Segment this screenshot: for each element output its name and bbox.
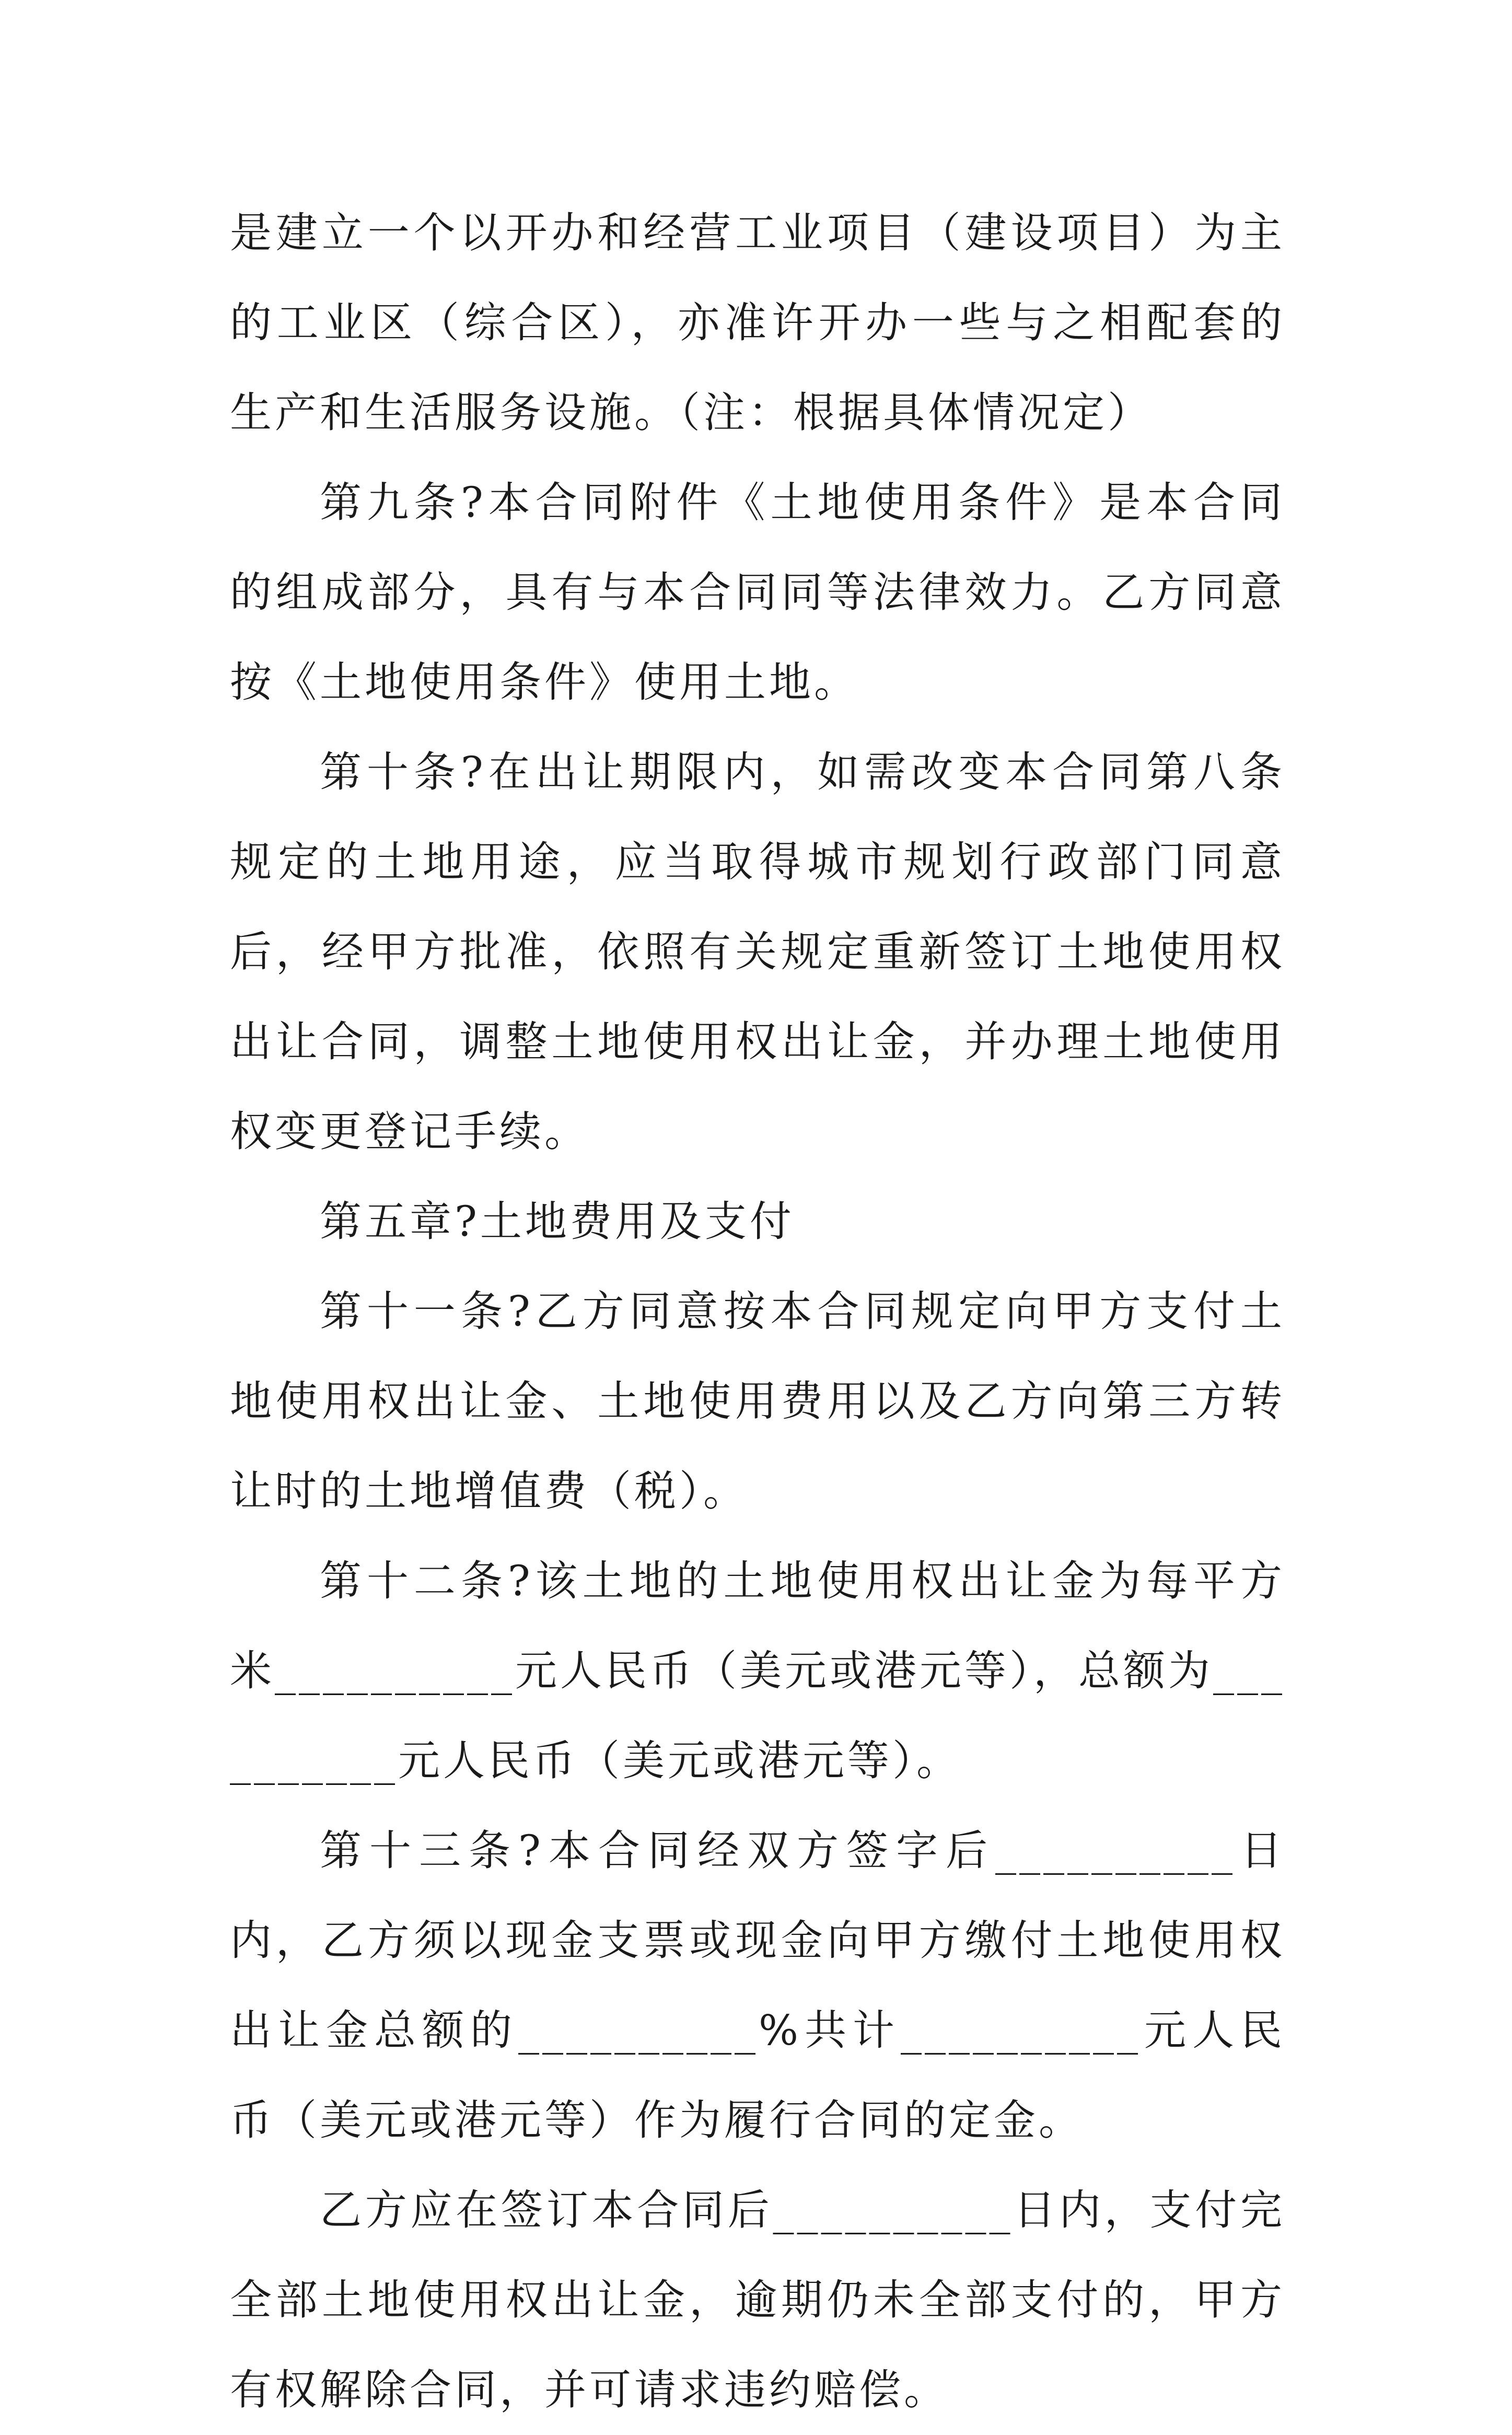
paragraph-article-11: 第十一条?乙方同意按本合同规定向甲方支付土地使用权出让金、土地使用费用以及乙方向第三方转让时的土地增值费（税）。 — [230, 1287, 1285, 1515]
paragraph-payment-deadline: 乙方应在签订本合同后__________日内，支付完全部土地使用权出让金，逾期仍未全部支付的，甲方有权解除合同，并可请求违约赔偿。 — [230, 2186, 1285, 2414]
paragraph-article-12: 第十二条?该土地的土地使用权出让金为每平方米__________元人民币（美元或港元等），总额为__________元人民币（美元或港元等）。 — [230, 1557, 1285, 1785]
paragraph-article-9: 第九条?本合同附件《土地使用条件》是本合同的组成部分，具有与本合同同等法律效力。乙方同意按《土地使用条件》使用土地。 — [230, 478, 1285, 706]
chapter-5-heading: 第五章?土地费用及支付 — [320, 1197, 795, 1246]
paragraph-article-10: 第十条?在出让期限内，如需改变本合同第八条规定的土地用途，应当取得城市规划行政部门同意后，经甲方批准，依照有关规定重新签订土地使用权出让合同，调整土地使用权出让金，并办理土地使用权变更登记手续。 — [230, 748, 1285, 1156]
paragraph-article-13: 第十三条?本合同经双方签字后__________日内，乙方须以现金支票或现金向甲方缴付土地使用权出让金总额的__________%共计__________元人民币（美元或港元等）作为履行合同的定金。 — [230, 1826, 1285, 2144]
document-body — [230, 188, 1285, 2435]
paragraph-land-use-purpose: 是建立一个以开办和经营工业项目（建设项目）为主的工业区（综合区），亦准许开办一些与之相配套的生产和生活服务设施。（注：根据具体情况定） — [230, 208, 1285, 437]
